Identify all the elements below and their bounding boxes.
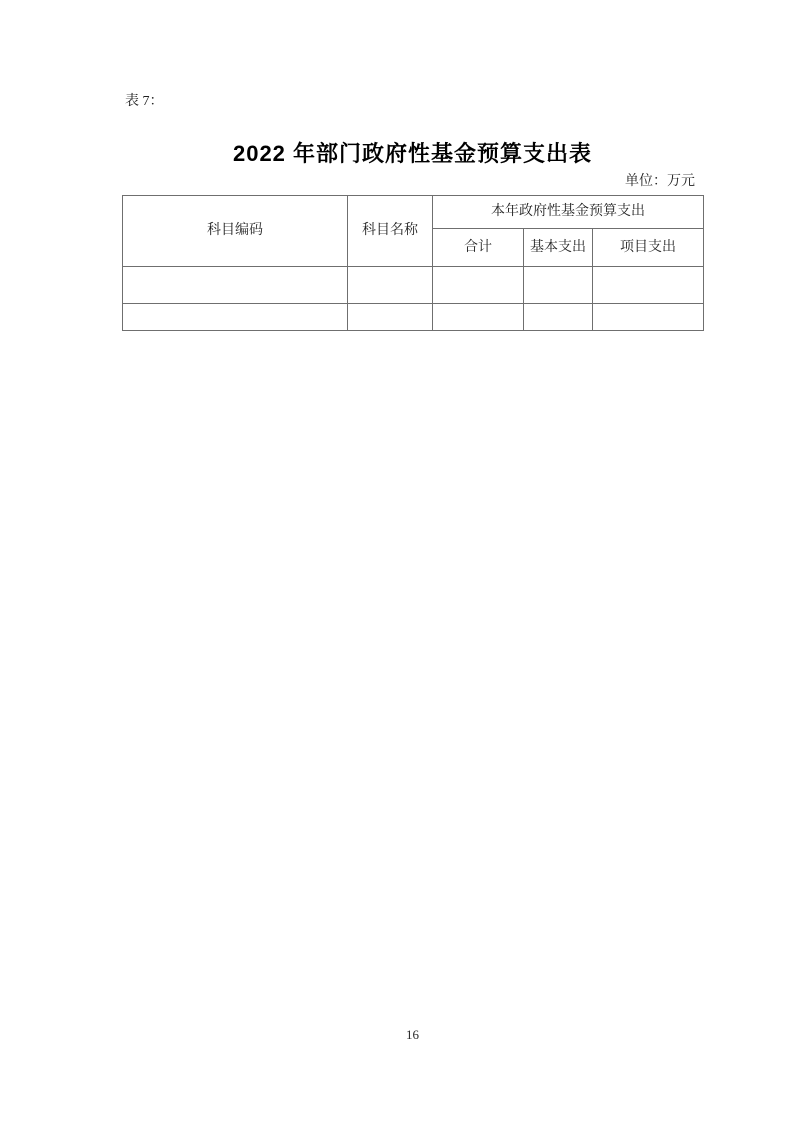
table-cell (524, 267, 593, 304)
header-current-year-fund-expenditure: 本年政府性基金预算支出 (433, 196, 704, 229)
table-cell (123, 304, 348, 331)
header-project-expenditure: 项目支出 (593, 229, 704, 267)
page-number: 16 (406, 1027, 419, 1042)
table-cell (593, 267, 704, 304)
header-row-group (123, 196, 704, 229)
header-subject-code: 科目编码 (123, 196, 348, 267)
header-total: 合计 (433, 229, 524, 267)
page-title: 2022 年部门政府性基金预算支出表 (232, 141, 593, 166)
table-cell (593, 304, 704, 331)
table-number-label: 表 7： (125, 94, 164, 109)
unit-label: 单位：万元 (625, 174, 695, 189)
header-subject-name: 科目名称 (348, 196, 433, 267)
table-row (123, 267, 704, 304)
budget-table (122, 195, 704, 331)
table-cell (524, 304, 593, 331)
table-cell (123, 267, 348, 304)
table-cell (433, 267, 524, 304)
table-cell (433, 304, 524, 331)
header-basic-expenditure: 基本支出 (524, 229, 593, 267)
table-cell (348, 267, 433, 304)
table-row (123, 304, 704, 331)
table-cell (348, 304, 433, 331)
